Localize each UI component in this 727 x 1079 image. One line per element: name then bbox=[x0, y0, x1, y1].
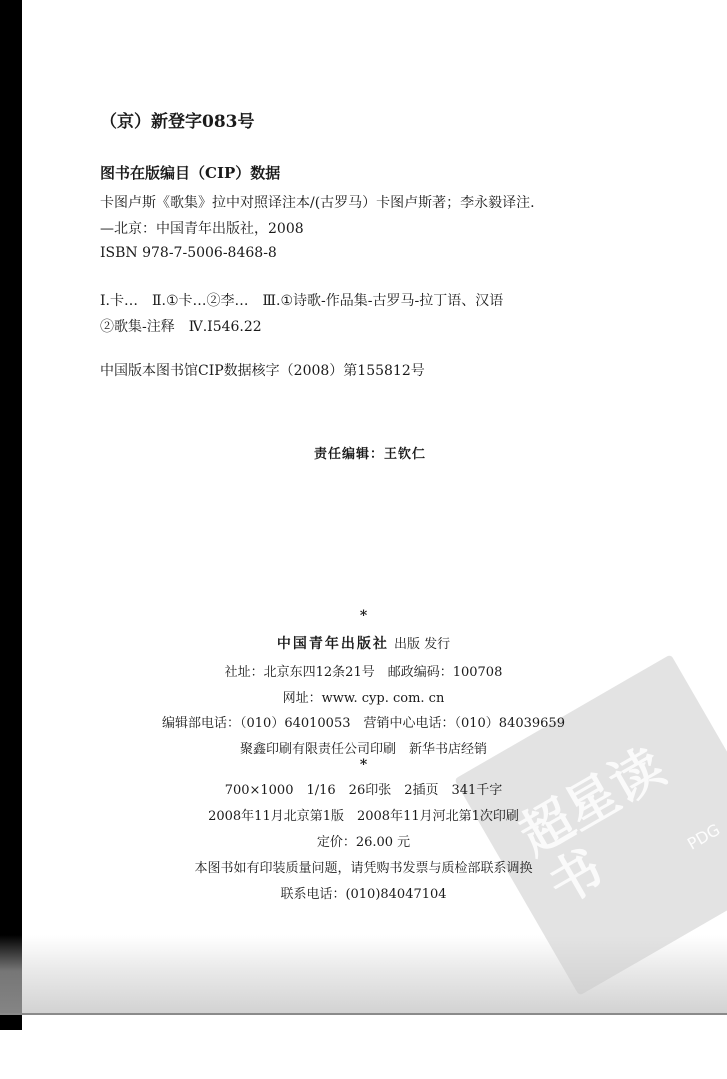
cip-title: 图书在版编目（CIP）数据 bbox=[100, 164, 281, 182]
cip-line-1: 卡图卢斯《歌集》拉中对照译注本/(古罗马）卡图卢斯著；李永毅译注. bbox=[100, 195, 535, 211]
publisher-line bbox=[0, 633, 727, 653]
price: 定价：26.00 元 bbox=[316, 835, 411, 850]
book-format: 700×1000 1/16 26印张 2插页 341千字 bbox=[224, 783, 503, 798]
page-edge-line bbox=[0, 1013, 727, 1015]
cip-line-classification-2: ②歌集-注释 Ⅳ.I546.22 bbox=[100, 319, 262, 335]
publisher-suffix: 出版 发行 bbox=[393, 637, 451, 652]
publisher-website: 网址：www. cyp. com. cn bbox=[282, 691, 445, 706]
edition-info: 2008年11月北京第1版 2008年11月河北第1次印刷 bbox=[208, 809, 519, 824]
quality-notice: 本图书如有印装质量问题，请凭购书发票与质检部联系调换 bbox=[194, 861, 533, 876]
copyright-registration: （京）新登字083号 bbox=[100, 112, 255, 132]
contact-phone: 联系电话：(010)84047104 bbox=[280, 887, 447, 902]
watermark-pdg-label: PDG bbox=[683, 819, 724, 854]
cip-line-data-number: 中国版本图书馆CIP数据核字（2008）第155812号 bbox=[100, 363, 425, 379]
separator-asterisk: * bbox=[359, 608, 368, 624]
printer-info: 聚鑫印刷有限责任公司印刷 新华书店经销 bbox=[239, 742, 487, 757]
cip-line-isbn: ISBN 978-7-5006-8468-8 bbox=[100, 245, 277, 261]
cip-line-2: —北京：中国青年出版社，2008 bbox=[100, 221, 304, 237]
publisher-address: 社址：北京东四12条21号 邮政编码：100708 bbox=[224, 665, 503, 680]
separator-asterisk-2: * bbox=[359, 757, 368, 773]
watermark-text: 超星读书 bbox=[509, 736, 675, 917]
responsible-editor: 责任编辑：王钦仁 bbox=[314, 447, 427, 462]
cip-line-classification: Ⅰ.卡… Ⅱ.①卡…②李… Ⅲ.①诗歌-作品集-古罗马-拉丁语、汉语 bbox=[100, 293, 504, 309]
publisher-phones: 编辑部电话：（010）64010053 营销中心电话：（010）84039659 bbox=[162, 716, 565, 731]
publisher-logo: 中国青年出版社 bbox=[276, 636, 389, 652]
